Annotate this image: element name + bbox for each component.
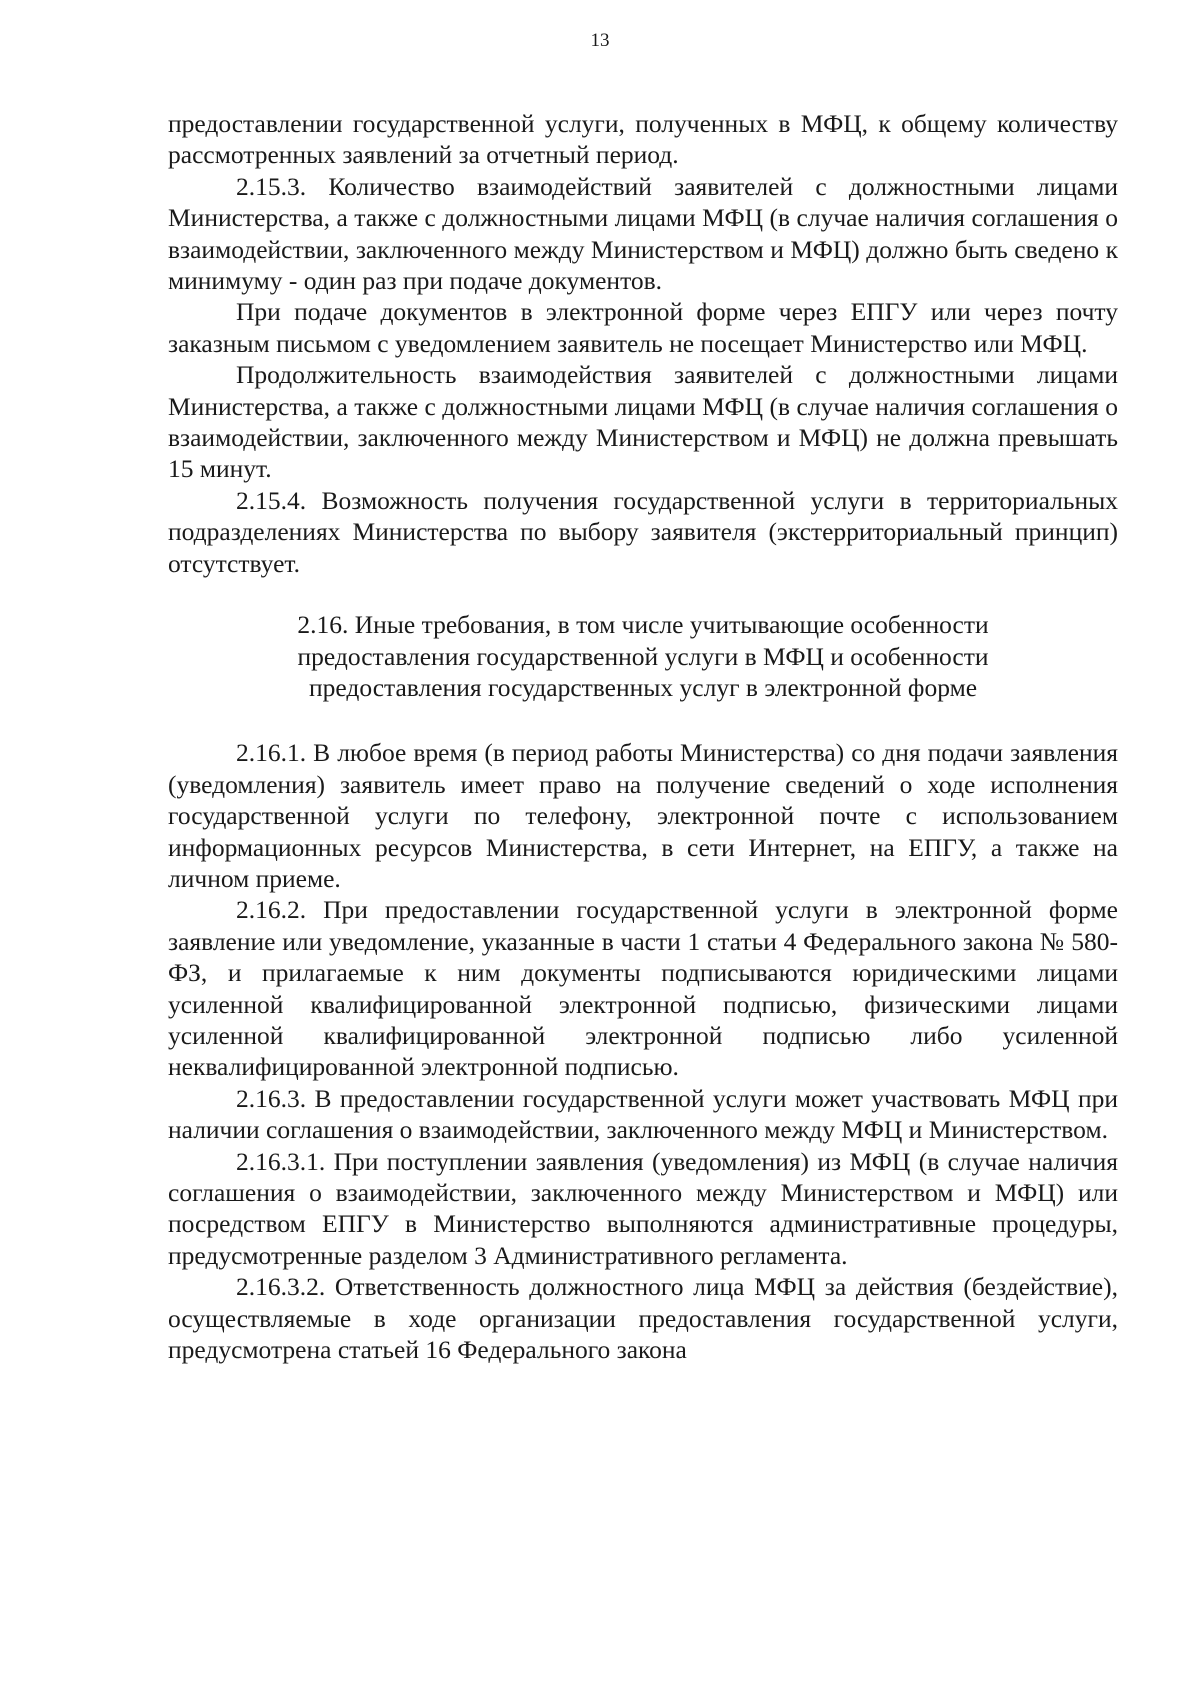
paragraph: предоставлении государственной услуги, полученных в МФЦ, к общему количеству рассмотренных заявлений за отчетный период. bbox=[168, 109, 1118, 170]
document-body bbox=[168, 108, 1118, 1365]
paragraphs-after-heading bbox=[168, 737, 1118, 1365]
paragraph-2-16-3-1: 2.16.3.1. При поступлении заявления (уведомления) из МФЦ (в случае наличия соглашения о взаимодействии, заключенного между Министерством и МФЦ) или посредством ЕПГУ в Министерство выполняются административные процедуры, предусмотренные разделом 3 Административного регламента. bbox=[168, 1146, 1118, 1270]
paragraph-2-15-4: 2.15.4. Возможность получения государственной услуги в территориальных подразделениях Министерства по выбору заявителя (экстерриториальный принцип) отсутствует. bbox=[168, 485, 1118, 578]
paragraph: При подаче документов в электронной форме через ЕПГУ или через почту заказным письмом с уведомлением заявитель не посещает Министерство или МФЦ. bbox=[168, 297, 1118, 358]
paragraphs-before-heading bbox=[168, 108, 1118, 579]
section-heading-2-16 bbox=[168, 609, 1118, 703]
paragraph-2-16-3: 2.16.3. В предоставлении государственной услуги может участвовать МФЦ при наличии соглашения о взаимодействии, заключенного между МФЦ и Министерством. bbox=[168, 1083, 1118, 1145]
paragraph-2-16-1: 2.16.1. В любое время (в период работы Министерства) со дня подачи заявления (уведомления) заявитель имеет право на получение сведений о ходе исполнения государственной услуги по телефону, электронной почте с использованием информационных ресурсов Министерства, в сети Интернет, на ЕПГУ, а также на личном приеме. bbox=[168, 738, 1118, 893]
section-heading-line: 2.16. Иные требования, в том числе учитывающие особенности bbox=[297, 610, 989, 640]
section-heading-line: предоставления государственной услуги в МФЦ и особенности bbox=[297, 641, 989, 671]
paragraph-2-15-3: 2.15.3. Количество взаимодействий заявителей с должностными лицами Министерства, а также с должностными лицами МФЦ (в случае наличия соглашения о взаимодействии, заключенного между Министерством и МФЦ) должно быть сведено к минимуму - один раз при подаче документов. bbox=[168, 171, 1118, 296]
paragraph: Продолжительность взаимодействия заявителей с должностными лицами Министерства, а также с должностными лицами МФЦ (в случае наличия соглашения о взаимодействии, заключенного между Министерством и МФЦ) не должна превышать 15 минут. bbox=[168, 360, 1118, 484]
paragraph-2-16-2: 2.16.2. При предоставлении государственной услуги в электронной форме заявление или уведомление, указанные в части 1 статьи 4 Федерального закона № 580-ФЗ, и прилагаемые к ним документы подписываются юридическими лицами усиленной квалифицированной электронной подписью, физическими лицами усиленной квалифицированной электронной подписью либо усиленной неквалифицированной электронной подписью. bbox=[168, 895, 1118, 1082]
section-heading-line: предоставления государственных услуг в электронной форме bbox=[308, 672, 978, 702]
page-number: 13 bbox=[590, 30, 610, 51]
paragraph-2-16-3-2: 2.16.3.2. Ответственность должностного лица МФЦ за действия (бездействие), осуществляемые в ходе организации предоставления государственной услуги, предусмотрена статьей 16 Федерального закона bbox=[168, 1272, 1118, 1365]
